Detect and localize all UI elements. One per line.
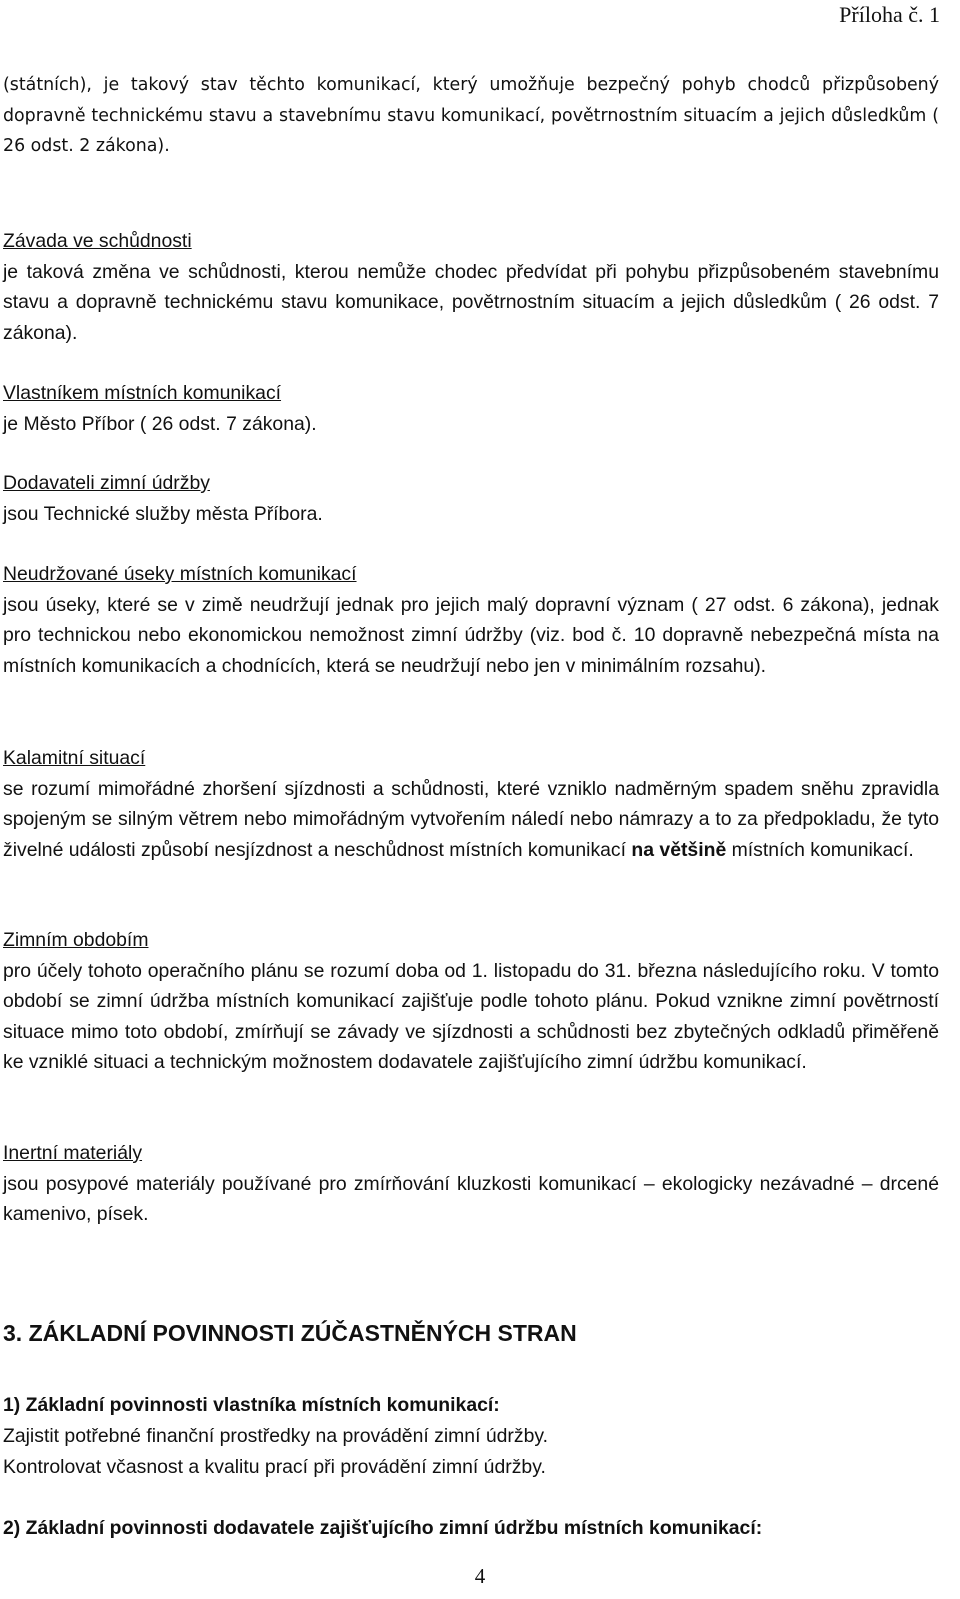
page-number: 4 xyxy=(474,1564,486,1588)
definition-term: Inertní materiály xyxy=(3,1142,143,1164)
definition-term: Vlastníkem místních komunikací xyxy=(3,382,282,404)
chapter-heading: 3. ZÁKLADNÍ POVINNOSTI ZÚČASTNĚNÝCH STRAN xyxy=(3,1320,577,1346)
definition-defect xyxy=(3,226,939,348)
appendix-label: Příloha č. 1 xyxy=(839,2,940,27)
definition-winter-period xyxy=(3,925,939,1078)
definition-inert-materials xyxy=(3,1138,939,1230)
definition-body: je taková změna ve schůdnosti, kterou nemůže chodec předvídat při pohybu přizpůsobeném stavebnímu stavu a dopravně technickému stavu komunikace, povětrnostním situacím a jejich důsledkům ( 26 odst. 7 zákona). xyxy=(3,260,939,344)
definition-body: jsou úseky, které se v zimě neudržují jednak pro jejich malý dopravní význam ( 27 odst. 6 zákona), jednak pro technickou nebo ekonomickou nemožnost zimní údržby (viz. bod č. 10 dopravně nebezpečná místa na místních komunikacích a chodnících, která se neudržují nebo jen v minimálním rozsahu). xyxy=(3,593,939,677)
definition-term: Zimním obdobím xyxy=(3,929,149,951)
definition-suppliers xyxy=(3,468,939,529)
definition-term: Závada ve schůdnosti xyxy=(3,230,192,252)
definition-unmaintained xyxy=(3,559,939,681)
duties-supplier xyxy=(3,1513,939,1544)
definition-body: je Město Příbor ( 26 odst. 7 zákona). xyxy=(3,412,317,435)
definition-body: pro účely tohoto operačního plánu se rozumí doba od 1. listopadu do 31. března následujícího roku. V tomto období se zimní údržba místních komunikací zajišťuje podle tohoto plánu. Pokud vznikne zimní povětrností situace mimo toto období, zmírňují se závady ve sjízdnosti a schůdnosti bez zbytečných odkladů přiměřeně ke vzniklé situaci a technickým možnostem dodavatele zajišťujícího zimní údržbu komunikací. xyxy=(3,959,939,1074)
duty-heading: 1) Základní povinnosti vlastníka místních komunikací: xyxy=(3,1394,500,1416)
intro-paragraph: (státních), je takový stav těchto komunikací, který umožňuje bezpečný pohyb chodců přizpůsobený dopravně technickému stavu a stavebnímu stavu komunikací, povětrnostním situacím a jejich důsledkům ( 26 odst. 2 zákona). xyxy=(3,75,939,156)
definition-term: Dodavateli zimní údržby xyxy=(3,472,210,494)
duty-line: Kontrolovat včasnost a kvalitu prací při provádění zimní údržby. xyxy=(3,1456,546,1478)
duty-line: Zajistit potřebné finanční prostředky na provádění zimní údržby. xyxy=(3,1425,549,1447)
duties-owner xyxy=(3,1390,939,1483)
definition-owner xyxy=(3,378,939,439)
definition-term: Kalamitní situací xyxy=(3,747,146,769)
definition-term: Neudržované úseky místních komunikací xyxy=(3,563,357,585)
definition-body-end: místních komunikací. xyxy=(726,838,914,861)
definition-body: jsou posypové materiály používané pro zmírňování kluzkosti komunikací – ekologicky nezávadné – drcené kamenivo, písek. xyxy=(3,1172,939,1226)
duty-heading: 2) Základní povinnosti dodavatele zajišťujícího zimní údržbu místních komunikací: xyxy=(3,1517,763,1539)
definition-body-start: se rozumí mimořádné zhoršení sjízdnosti a schůdnosti, které vzniklo nadměrným spadem sněhu zpravidla spojeným se silným větrem nebo mimořádným vytvořením náledí nebo námrazy a to za předpokladu, že tyto živelné události způsobí nesjízdnost a neschůdnost místních komunikací xyxy=(3,777,939,861)
definition-calamity xyxy=(3,743,939,865)
definition-body xyxy=(3,774,939,866)
definition-body-emphasis: na většině xyxy=(631,838,727,861)
definition-body: jsou Technické služby města Příbora. xyxy=(3,502,323,525)
